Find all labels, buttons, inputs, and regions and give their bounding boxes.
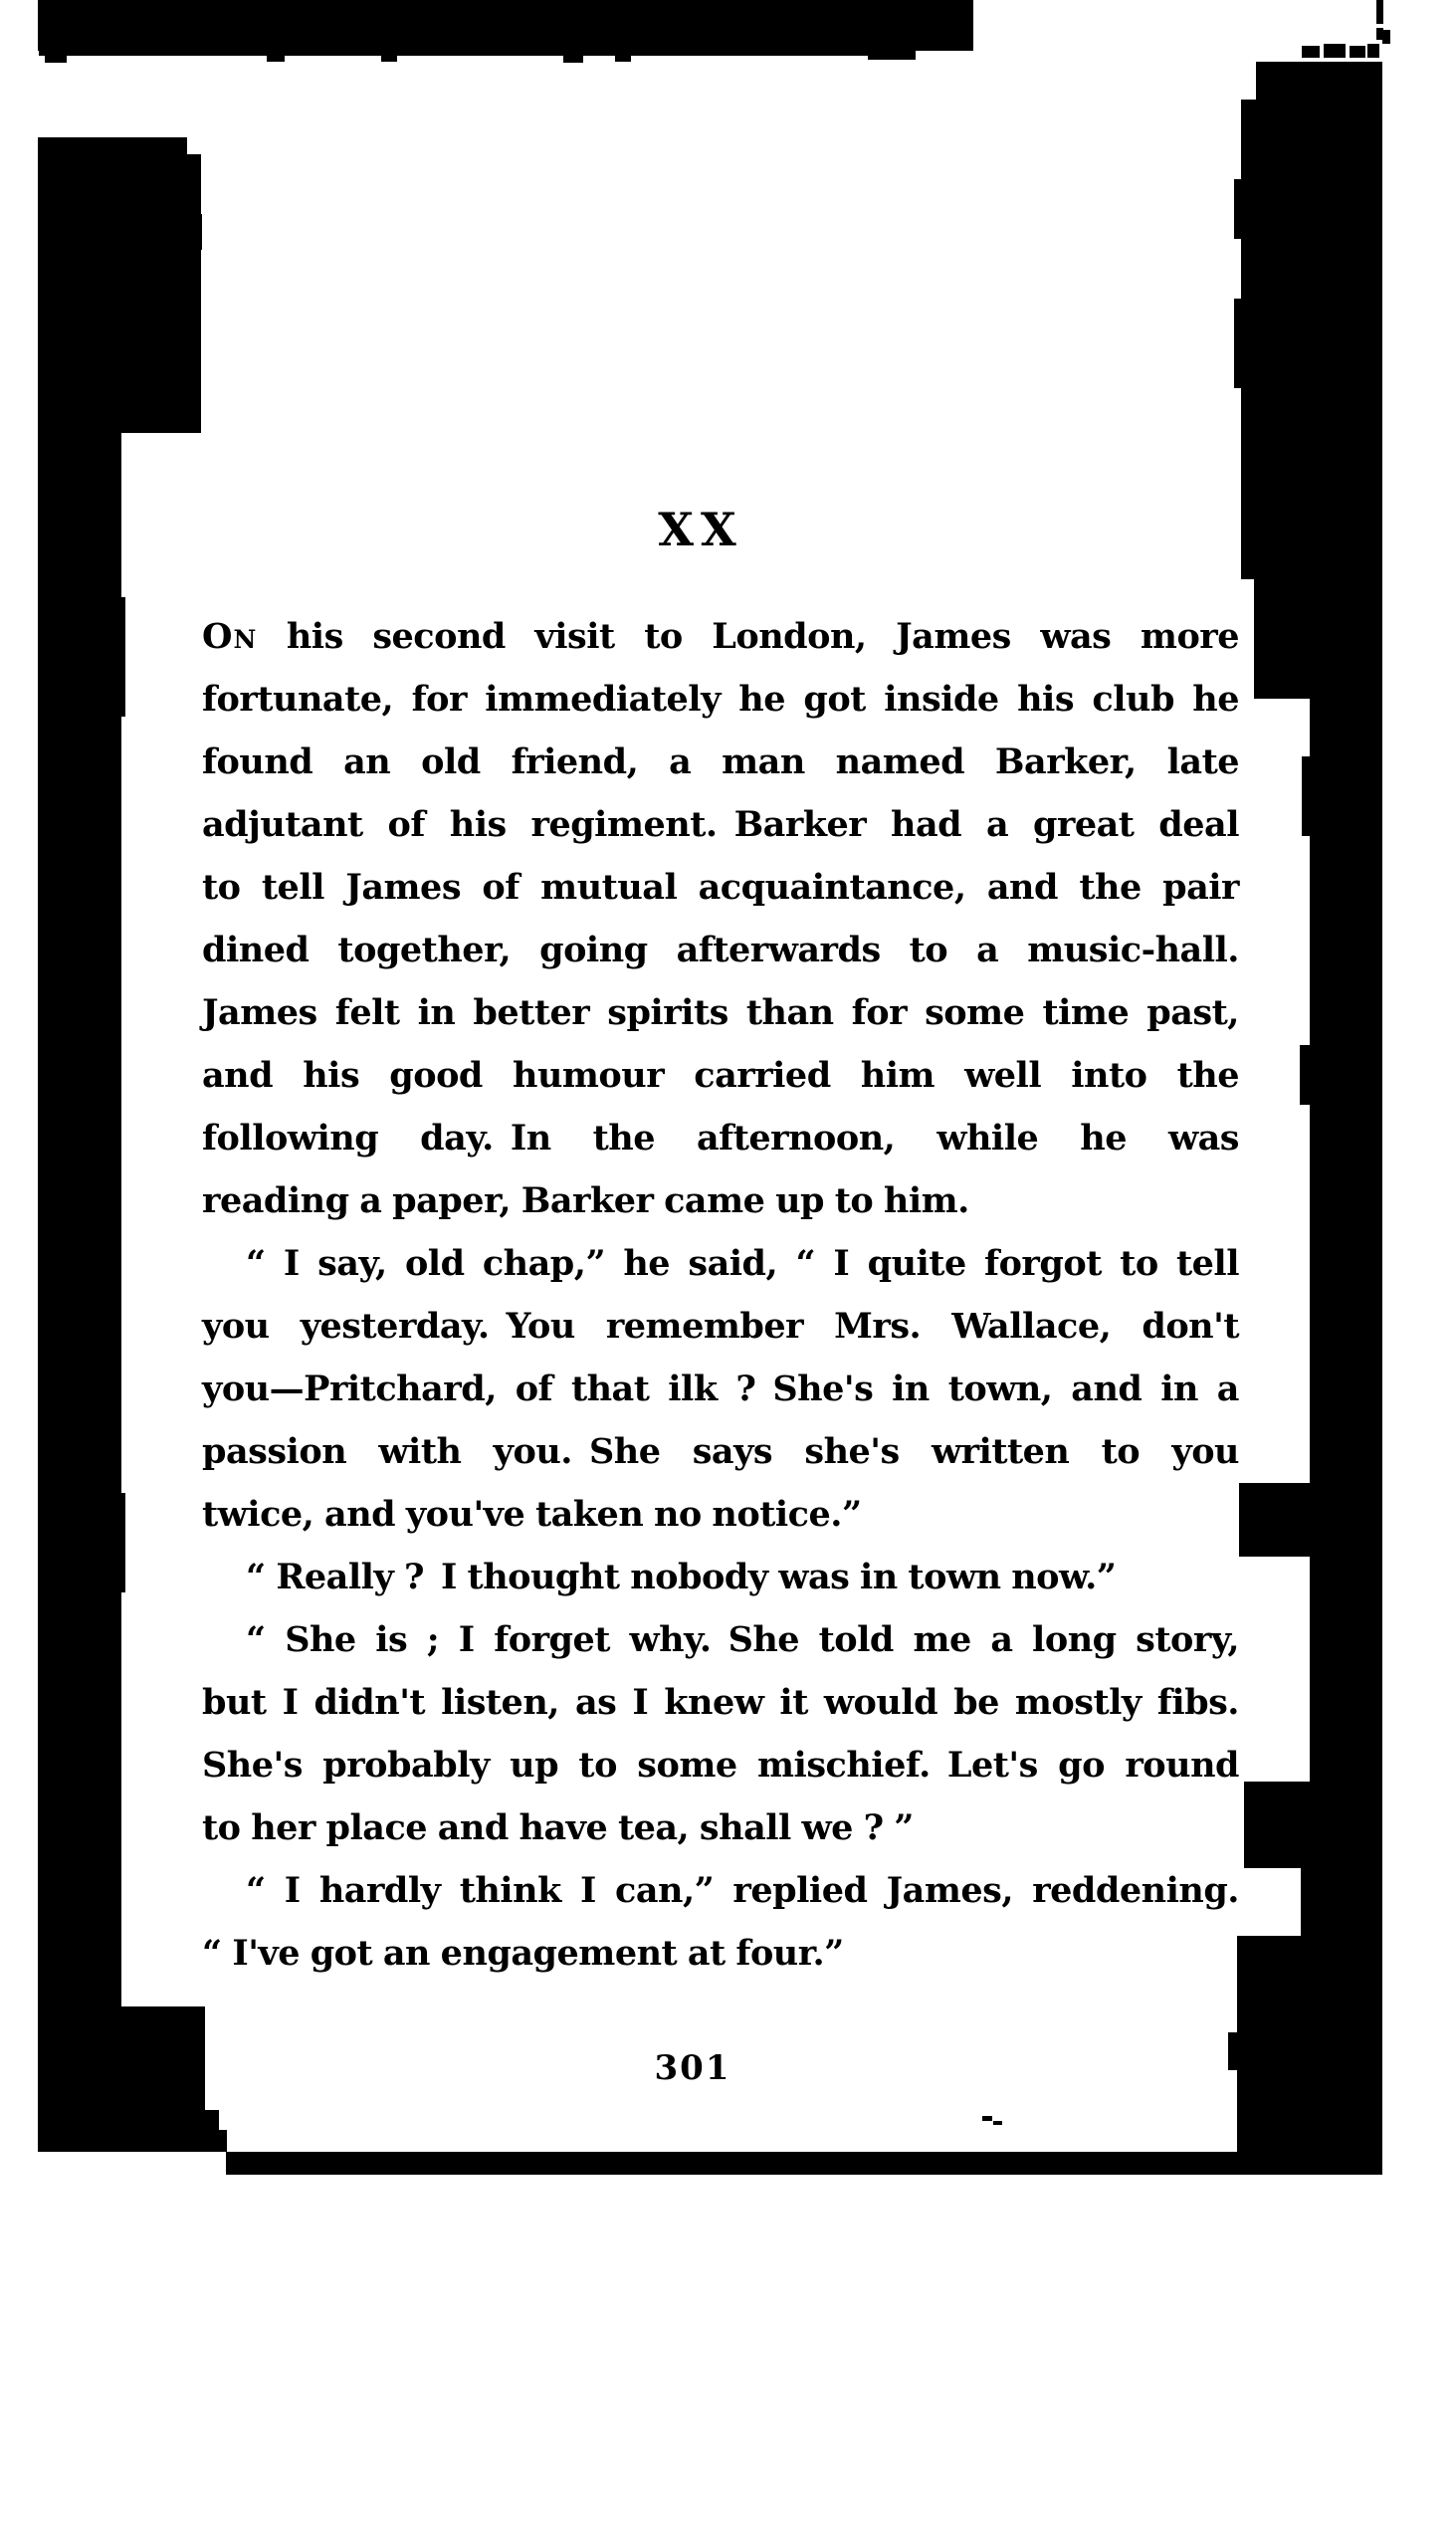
text-line-rest: his second visit to London, James was more	[257, 616, 1239, 657]
scan-border-right	[1241, 100, 1382, 579]
scan-border-left	[195, 214, 202, 250]
scan-border-right	[1310, 1555, 1382, 1784]
scan-border-right	[1234, 299, 1244, 388]
scan-speck	[267, 54, 285, 62]
text-line: you—Pritchard, of that ilk ? She's in town, and in a	[202, 1369, 1239, 1409]
scan-border-top-bar	[38, 0, 973, 51]
text-line: you yesterday. You remember Mrs. Wallace, don't	[202, 1306, 1239, 1347]
scan-speck	[868, 50, 916, 60]
text-line: twice, and you've taken no notice.”	[202, 1494, 862, 1535]
text-line: and his good humour carried him well into the	[202, 1055, 1239, 1096]
scan-speck	[1350, 46, 1365, 58]
scan-border-left	[117, 1493, 125, 1592]
scan-border-right	[1300, 1045, 1312, 1105]
text-line: passion with you. She says she's written to you	[202, 1431, 1239, 1472]
text-line: fortunate, for immediately he got inside his club he	[202, 679, 1239, 720]
scan-border-left	[38, 2130, 227, 2152]
scan-border-left	[119, 597, 125, 717]
text-line: James felt in better spirits than for some time past,	[202, 992, 1239, 1033]
scan-border-right	[1234, 179, 1244, 239]
text-line: “ She is ; I forget why. She told me a long story,	[246, 1619, 1239, 1660]
chapter-heading: XX	[658, 503, 743, 556]
text-line: reading a paper, Barker came up to him.	[202, 1180, 969, 1221]
text-line: dined together, going afterwards to a music-hall.	[202, 930, 1239, 970]
scan-border-right	[1244, 1782, 1382, 1868]
text-line: “ I hardly think I can,” replied James, reddening.	[246, 1870, 1239, 1911]
scan-speck	[993, 2121, 1002, 2125]
text-line: “ I say, old chap,” he said, “ I quite forgot to tell	[246, 1243, 1239, 1284]
text-line: following day. In the afternoon, while he was	[202, 1118, 1239, 1159]
text-line: to her place and have tea, shall we ? ”	[202, 1807, 914, 1848]
text-line: to tell James of mutual acquaintance, and the pair	[202, 867, 1239, 908]
scan-speck	[381, 54, 397, 62]
scan-border-left	[38, 431, 121, 2008]
scan-border-right	[1301, 1866, 1382, 1938]
scan-border-right	[1256, 62, 1382, 102]
scan-border-bottom-bar	[226, 2152, 1382, 2175]
scan-speck	[45, 51, 67, 63]
text-line: “ Really ? I thought nobody was in town now.”	[246, 1557, 1117, 1597]
scan-speck	[1367, 44, 1379, 58]
scan-speck	[563, 54, 583, 63]
text-line	[202, 605, 1239, 668]
scan-border-left	[38, 137, 187, 433]
text-line: “ I've got an engagement at four.”	[202, 1933, 844, 1974]
scan-border-right	[1302, 756, 1312, 836]
body-text	[202, 605, 1239, 1985]
scan-speck	[1324, 44, 1346, 58]
text-line: found an old friend, a man named Barker, late	[202, 741, 1239, 782]
scan-border-top-line	[39, 48, 915, 56]
scan-speck	[1382, 30, 1390, 44]
scan-speck	[615, 54, 631, 62]
scan-border-right	[1254, 577, 1382, 699]
scan-speck	[1302, 46, 1320, 58]
text-line: adjutant of his regiment. Barker had a great deal	[202, 804, 1239, 845]
paragraph-lead: On	[202, 616, 258, 657]
text-line: She's probably up to some mischief. Let's go round	[202, 1745, 1239, 1786]
scan-mark-topright-line	[1376, 0, 1383, 24]
scan-border-left	[187, 154, 201, 433]
scan-border-right	[1239, 1483, 1382, 1557]
page-number: 301	[654, 2048, 731, 2088]
scan-border-right	[1310, 697, 1382, 1485]
scan-speck	[982, 2116, 992, 2121]
text-line: but I didn't listen, as I knew it would be mostly fibs.	[202, 1682, 1239, 1723]
scan-border-right	[1237, 1936, 1382, 2175]
